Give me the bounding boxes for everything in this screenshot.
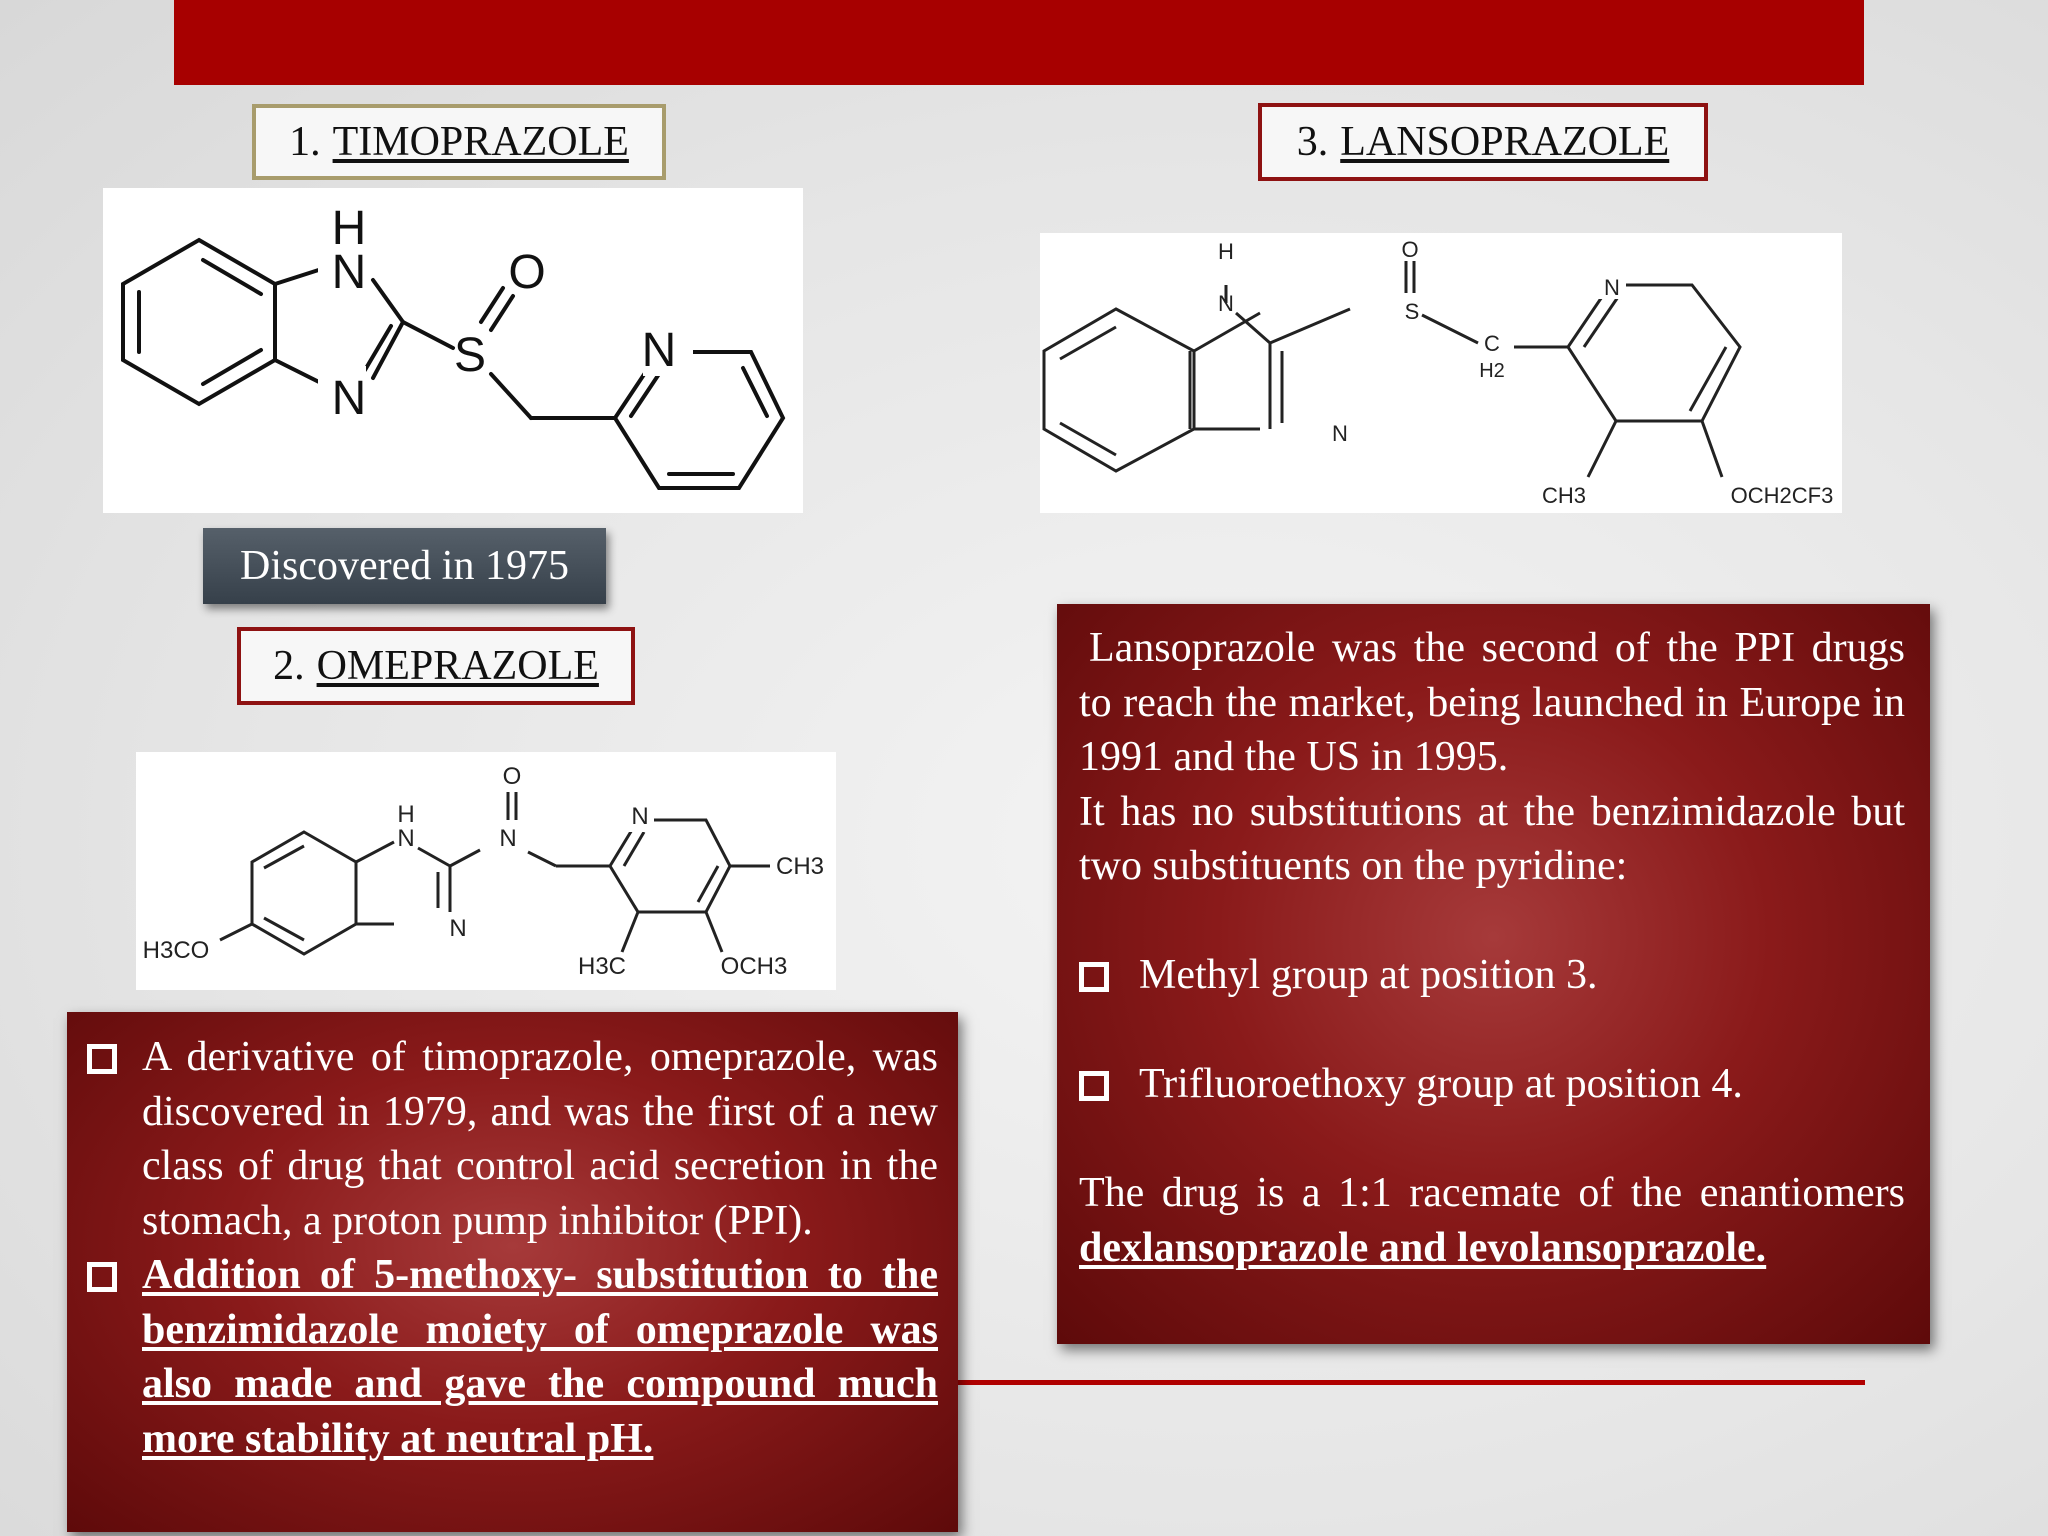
omep-bullet-2 [87, 1248, 938, 1466]
lanso-intro [1079, 621, 1905, 785]
omep-atom-nh: N [397, 825, 415, 852]
timo-atom-h: H [331, 202, 367, 255]
checkbox-bullet-icon [1079, 962, 1109, 992]
lanso-atom-nh: N [1218, 291, 1234, 316]
timo-atom-o: O [508, 246, 546, 299]
lanso-closing-prefix: The drug is a 1:1 racemate of the enantiomers [1079, 1170, 1905, 1216]
checkbox-bullet-icon [1079, 1071, 1109, 1101]
omep-atom-pyridine-n: N [631, 803, 649, 830]
timoprazole-label [252, 104, 666, 180]
omep-bullet-2-text: Addition of 5-methoxy- substitution to the benzimidazole moiety of omeprazole was also made and gave the compound much more stability at neutral pH. [142, 1252, 938, 1462]
lanso-bullet-2 [1079, 1057, 1905, 1112]
lanso-atom-c: C [1484, 331, 1500, 356]
timoprazole-number: 1. [289, 119, 321, 165]
lansoprazole-description-panel [1057, 604, 1930, 1344]
lanso-atom-pyridine-n: N [1604, 275, 1620, 300]
timoprazole-structure-svg [103, 188, 803, 513]
omeprazole-description-panel [67, 1012, 958, 1532]
omeprazole-structure [136, 752, 836, 990]
lanso-line2: It has no substitutions at the benzimidazole but two substituents on the pyridine: [1079, 788, 1905, 889]
accent-line [955, 1380, 1865, 1385]
lansoprazole-label [1258, 103, 1708, 181]
timoprazole-name: TIMOPRAZOLE [332, 119, 629, 165]
lanso-atom-och2cf3: OCH2CF3 [1730, 483, 1834, 508]
omeprazole-structure-svg [136, 752, 836, 990]
omep-bullet-1-text: A derivative of timoprazole, omeprazole, was discovered in 1979, and was the first of a new class of drug that control acid secretion in the stomach, a proton pump inhibitor (PPI). [142, 1034, 938, 1244]
timo-atom-n: N [331, 372, 367, 425]
lanso-atom-n: N [1332, 421, 1348, 446]
lanso-atom-ch3: CH3 [1541, 483, 1587, 508]
lansoprazole-name: LANSOPRAZOLE [1340, 119, 1670, 165]
omep-atom-h3co: H3CO [142, 937, 210, 964]
omep-atom-ch3: CH3 [775, 853, 825, 880]
lanso-atom-h2: H2 [1479, 360, 1505, 382]
timo-atom-nh: N [331, 246, 367, 299]
lansoprazole-structure [1040, 233, 1842, 513]
lanso-atom-s: S [1404, 299, 1420, 324]
timo-atom-s: S [453, 329, 487, 382]
lanso-atom-o: O [1401, 237, 1419, 262]
discovered-badge: Discovered in 1975 [203, 528, 606, 604]
title-bar [174, 0, 1864, 85]
lanso-closing [1079, 1166, 1905, 1275]
omep-atom-sulfinyl: N [499, 825, 517, 852]
omep-atom-n: N [449, 915, 467, 942]
lanso-intro-text: Lansoprazole was the second of the PPI drugs to reach the market, being launched in Europe in 1991 and the US in 1995. [1079, 625, 1905, 780]
omeprazole-name: OMEPRAZOLE [316, 643, 599, 689]
timoprazole-structure [103, 188, 803, 513]
checkbox-bullet-icon [87, 1262, 117, 1292]
lansoprazole-structure-svg [1040, 233, 1842, 513]
timo-atom-pyridine-n: N [641, 324, 677, 377]
lanso-bullet-2-text: Trifluoroethoxy group at position 4. [1139, 1061, 1743, 1107]
lanso-bullet-1-text: Methyl group at position 3. [1139, 952, 1598, 998]
omep-atom-h3c: H3C [577, 953, 627, 980]
lansoprazole-number: 3. [1296, 119, 1329, 165]
omep-atom-och3: OCH3 [720, 953, 788, 980]
omeprazole-number: 2. [273, 643, 305, 689]
lanso-atom-h: H [1218, 239, 1234, 264]
omeprazole-label [237, 627, 635, 705]
omep-bullet-1 [87, 1030, 938, 1248]
omep-atom-o: O [502, 763, 522, 790]
lanso-closing-enantiomers: dexlansoprazole and levolansoprazole. [1079, 1224, 1767, 1271]
checkbox-bullet-icon [87, 1044, 117, 1074]
omep-atom-h: H [397, 801, 415, 828]
lanso-bullet-1 [1079, 948, 1905, 1003]
